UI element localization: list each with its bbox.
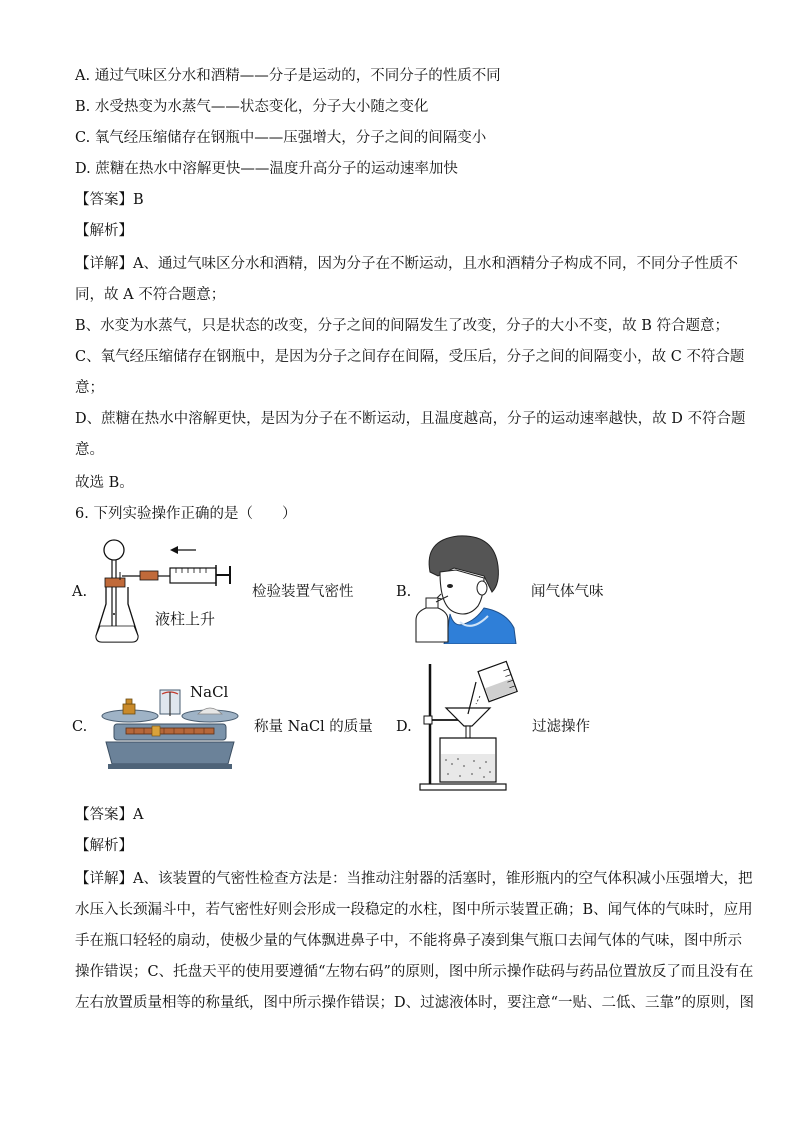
analysis-label: 【解析】 [75,223,133,239]
option-d: D. 蔗糖在热水中溶解更快——温度升高分子的运动速率加快 [75,161,458,177]
question-stem: 6. 下列实验操作正确的是（ ） [75,506,297,522]
answer-label: 【答案】A [75,807,144,823]
conclusion: 故选 B。 [75,475,134,491]
detail-line: 水压入长颈漏斗中，若气密性好则会形成一段稳定的水柱，图中所示装置正确；B、闻气体的气味时，应用 [75,902,753,918]
option-a-desc: 检验装置气密性 [252,584,354,600]
detail-line: 【详解】A、通过气味区分水和酒精，因为分子在不断运动，且水和酒精分子构成不同，不同分子性质不 [75,256,738,272]
nacl-label: NaCl [190,683,229,701]
option-a: A. 通过气味区分水和酒精——分子是运动的，不同分子的性质不同 [75,68,501,84]
option-c-desc: 称量 NaCl 的质量 [254,719,373,735]
option-c: C. 氧气经压缩储存在钢瓶中——压强增大，分子之间的间隔变小 [75,130,487,146]
detail-line: 手在瓶口轻轻的扇动，使极少量的气体飘进鼻子中，不能将鼻子凑到集气瓶口去闻气体的气味，图中所示 [75,933,742,949]
analysis-label: 【解析】 [75,838,133,854]
answer-label: 【答案】B [75,192,144,208]
detail-line: D、蔗糖在热水中溶解更快，是因为分子在不断运动，且温度越高，分子的运动速率越快，故 D 不符合题 [75,411,746,427]
detail-line: 同，故 A 不符合题意； [75,287,226,303]
option-d-desc: 过滤操作 [532,719,590,735]
option-a-letter: A. [72,584,88,600]
option-c-letter: C. [72,719,88,735]
detail-line: C、氧气经压缩储存在钢瓶中，是因为分子之间存在间隔，受压后，分子之间的间隔变小，故 C 不符合题 [75,349,745,365]
airtightness-apparatus-figure [92,532,242,650]
filtration-apparatus-figure [416,658,526,792]
detail-line: B、水变为水蒸气，只是状态的改变，分子之间的间隔发生了改变，分子的大小不变，故 B 符合题意； [75,318,730,334]
smelling-gas-figure [414,532,518,644]
detail-line: 操作错误；C、托盘天平的使用要遵循“左物右码”的原则，图中所示操作砝码与药品位置放反了而且没有在 [75,964,754,980]
option-b: B. 水受热变为水蒸气——状态变化，分子大小随之变化 [75,99,429,115]
detail-line: 【详解】A、该装置的气密性检查方法是：当推动注射器的活塞时，锥形瓶内的空气体积减小压强增大，把 [75,871,753,887]
rising-column-label: 液柱上升 [155,610,216,628]
option-b-letter: B. [396,584,412,600]
detail-line: 左右放置质量相等的称量纸，图中所示操作错误；D、过滤液体时，要注意“一贴、二低、三靠”的原则，图 [75,995,754,1011]
detail-line: 意； [75,380,104,396]
detail-line: 意。 [75,442,104,458]
option-d-letter: D. [396,719,412,735]
option-b-desc: 闻气体气味 [531,584,604,600]
